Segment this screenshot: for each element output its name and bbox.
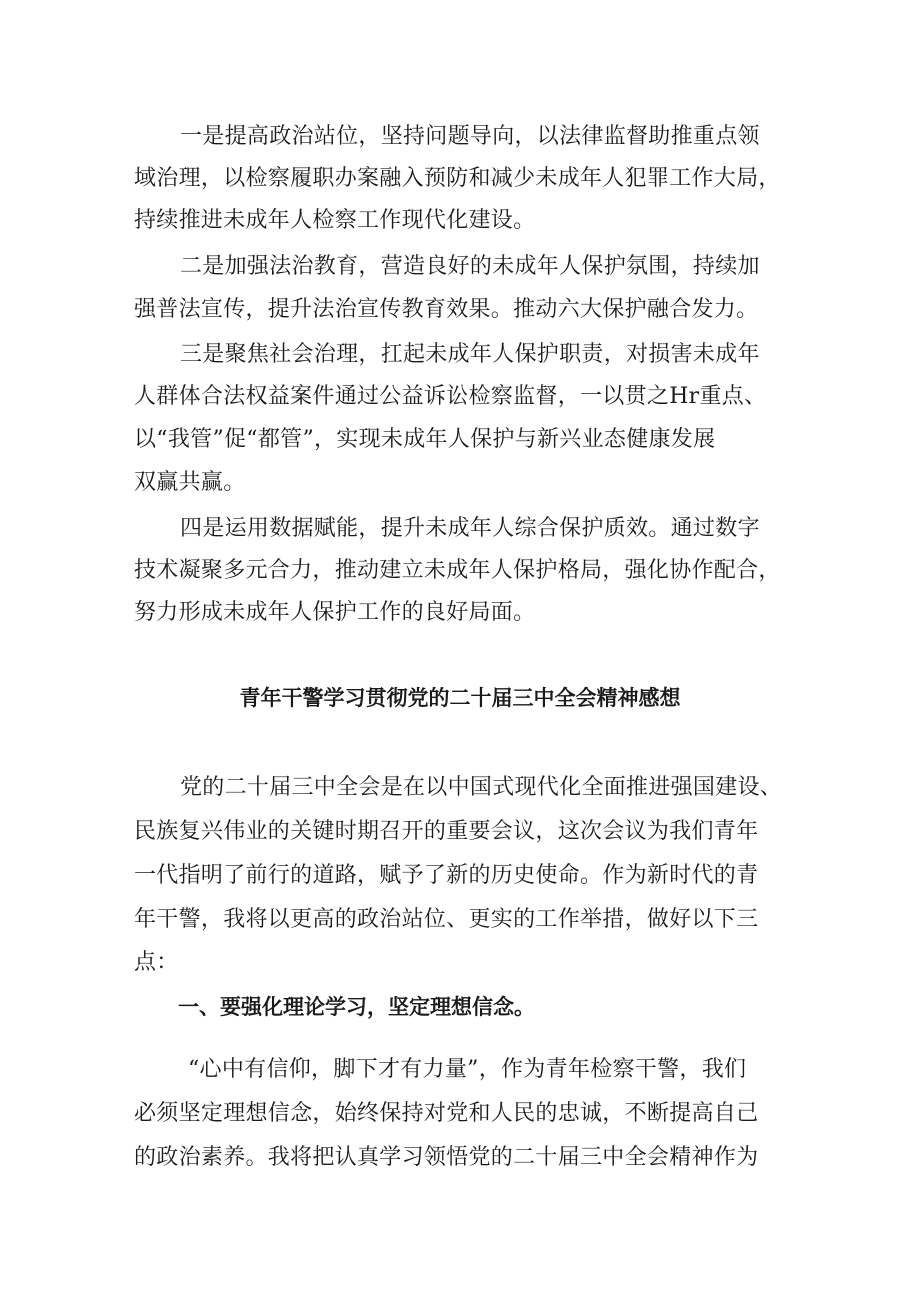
paragraph-4-line-1: 四是运用数据赋能，提升未成年人综合保护质效。通过数字 — [180, 516, 760, 541]
paragraph-4-line-3: 努力形成未成年人保护工作的良好局面。 — [134, 600, 536, 625]
paragraph-2-line-2: 强普法宣传，提升法治宣传教育效果。推动六大保护融合发力。 — [134, 297, 759, 322]
intro-line-5: 点： — [134, 950, 179, 975]
paragraph-1-line-1: 一是提高政治站位，坚持问题导向，以法律监督助推重点领 — [180, 124, 760, 149]
intro-line-2: 民族复兴伟业的关键时期召开的重要会议，这次会议为我们青年 — [134, 819, 759, 844]
paragraph-1-line-2: 域治理，以检察履职办案融入预防和减少未成年人犯罪工作大局， — [134, 166, 781, 191]
article-title: 青年干警学习贯彻党的二十届三中全会精神感想 — [239, 686, 681, 710]
paragraph-2-line-1: 二是加强法治教育，营造良好的未成年人保护氛围，持续加 — [180, 254, 760, 279]
intro-line-3: 一代指明了前行的道路，赋予了新的历史使命。作为新时代的青 — [134, 863, 759, 888]
paragraph-3-line-1: 三是聚焦社会治理，扛起未成年人保护职责，对损害未成年 — [180, 342, 760, 367]
section-body-line-3: 的政治素养。我将把认真学习领悟党的二十届三中全会精神作为 — [134, 1145, 759, 1170]
paragraph-1-line-3: 持续推进未成年人检察工作现代化建设。 — [134, 208, 536, 233]
intro-line-4: 年干警，我将以更高的政治站位、更实的工作举措，做好以下三 — [134, 907, 759, 932]
paragraph-4-line-2: 技术凝聚多元合力，推动建立未成年人保护格局，强化协作配合， — [134, 558, 781, 583]
paragraph-3-line-3: 以“我管”促“都管”，实现未成年人保护与新兴业态健康发展 — [134, 427, 716, 452]
section-heading: 一、要强化理论学习，坚定理想信念。 — [178, 995, 535, 1019]
paragraph-3-line-4: 双赢共赢。 — [134, 470, 246, 495]
paragraph-3-line-2: 人群体合法权益案件通过公益诉讼检察监督，一以贯之Hr重点、 — [134, 384, 767, 409]
section-body-line-1: “心中有信仰，脚下才有力量”，作为青年检察干警，我们 — [188, 1057, 747, 1082]
intro-line-1: 党的二十届三中全会是在以中国式现代化全面推进强国建设、 — [180, 775, 783, 800]
section-body-line-2: 必须坚定理想信念，始终保持对党和人民的忠诚，不断提高自己 — [134, 1101, 759, 1126]
